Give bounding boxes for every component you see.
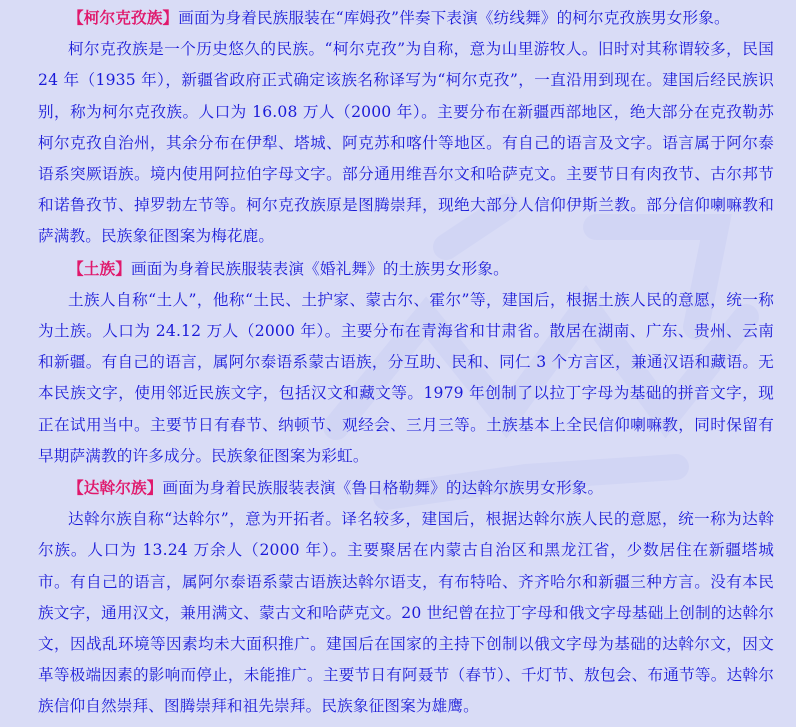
entry-body: 土族人自称“土人”，他称“土民、土护家、蒙古尔、霍尔”等，建国后，根据土族人民的意愿，统一称为土族。人口为 24.12 万人（2000 年）。主要分布在青海省和甘肃省。散居在湖南、广东、贵州、云南和新疆。有自己的语言，属阿尔泰语系蒙古语族，分互助、民和、同仁 3 个方言区，兼通汉语和藏语。无本民族文字，使用邻近民族文字，包括汉文和藏文等。1979 年创制了以拉丁字母为基础的拼音文字，现正在试用当中。主要节日有春节、纳顿节、观经会、三月三等。土族基本上全民信仰喇嘛教，同时保留有早期萨满教的许多成分。民族象征图案为彩虹。 [38, 290, 774, 465]
entry-title: 【达斡尔族】 [68, 478, 163, 498]
entry-body: 柯尔克孜族是一个历史悠久的民族。“柯尔克孜”为自称，意为山里游牧人。旧时对其称谓较多，民国 24 年（1935 年），新疆省政府正式确定该族名称译写为“柯尔克孜”，一直沿用到现在。建国后经民族识别，称为柯尔克孜族。人口为 16.08 万人（2000 年）。主要分布在新疆西部地区，绝大部分在克孜勒苏柯尔克孜自治州，其余分布在伊犁、塔城、阿克苏和喀什等地区。有自己的语言及文字。语言属于阿尔泰语系突厥语族。境内使用阿拉伯字母文字。部分通用维吾尔文和哈萨克文。主要节日有肉孜节、古尔邦节和诺鲁孜节、掉罗勃左节等。柯尔克孜族原是图腾崇拜，现绝大部分人信仰伊斯兰教。部分信仰喇嘛教和萨满教。民族象征图案为梅花鹿。 [38, 40, 774, 246]
entry-title: 【土族】 [68, 258, 131, 278]
entry-heading [38, 253, 774, 285]
entry-title: 【柯尔克孜族】 [68, 8, 179, 27]
entry-heading [38, 2, 774, 34]
entry-caption: 画面为身着民族服装表演《婚礼舞》的土族男女形象。 [130, 259, 509, 278]
entry-kirgiz [38, 2, 774, 253]
entry-caption: 画面为身着民族服装表演《鲁日格勒舞》的达斡尔族男女形象。 [162, 479, 604, 498]
entry-daur [38, 472, 774, 723]
entry-tu [38, 253, 774, 472]
entry-heading [38, 472, 774, 504]
entry-caption: 画面为身着民族服装在“库姆孜”伴奏下表演《纺线舞》的柯尔克孜族男女形象。 [178, 9, 730, 27]
entry-body: 达斡尔族自称“达斡尔”，意为开拓者。译名较多，建国后，根据达斡尔族人民的意愿，统一称为达斡尔族。人口为 13.24 万余人（2000 年）。主要聚居在内蒙古自治区和黑龙江省，少数居住在新疆塔城市。有自己的语言，属阿尔泰语系蒙古语族达斡尔语支，有布特哈、齐齐哈尔和新疆三种方言。没有本民族文字，通用汉文，兼用满文、蒙古文和哈萨克文。20 世纪曾在拉丁字母和俄文字母基础上创制的达斡尔文，因战乱环境等因素均未大面积推广。建国后在国家的主持下创制以俄文字母为基础的达斡尔文，因文革等极端因素的影响而停止，未能推广。主要节日有阿聂节（春节）、千灯节、敖包会、布通节等。达斡尔族信仰自然崇拜、图腾崇拜和祖先崇拜。民族象征图案为雄鹰。 [38, 510, 774, 716]
